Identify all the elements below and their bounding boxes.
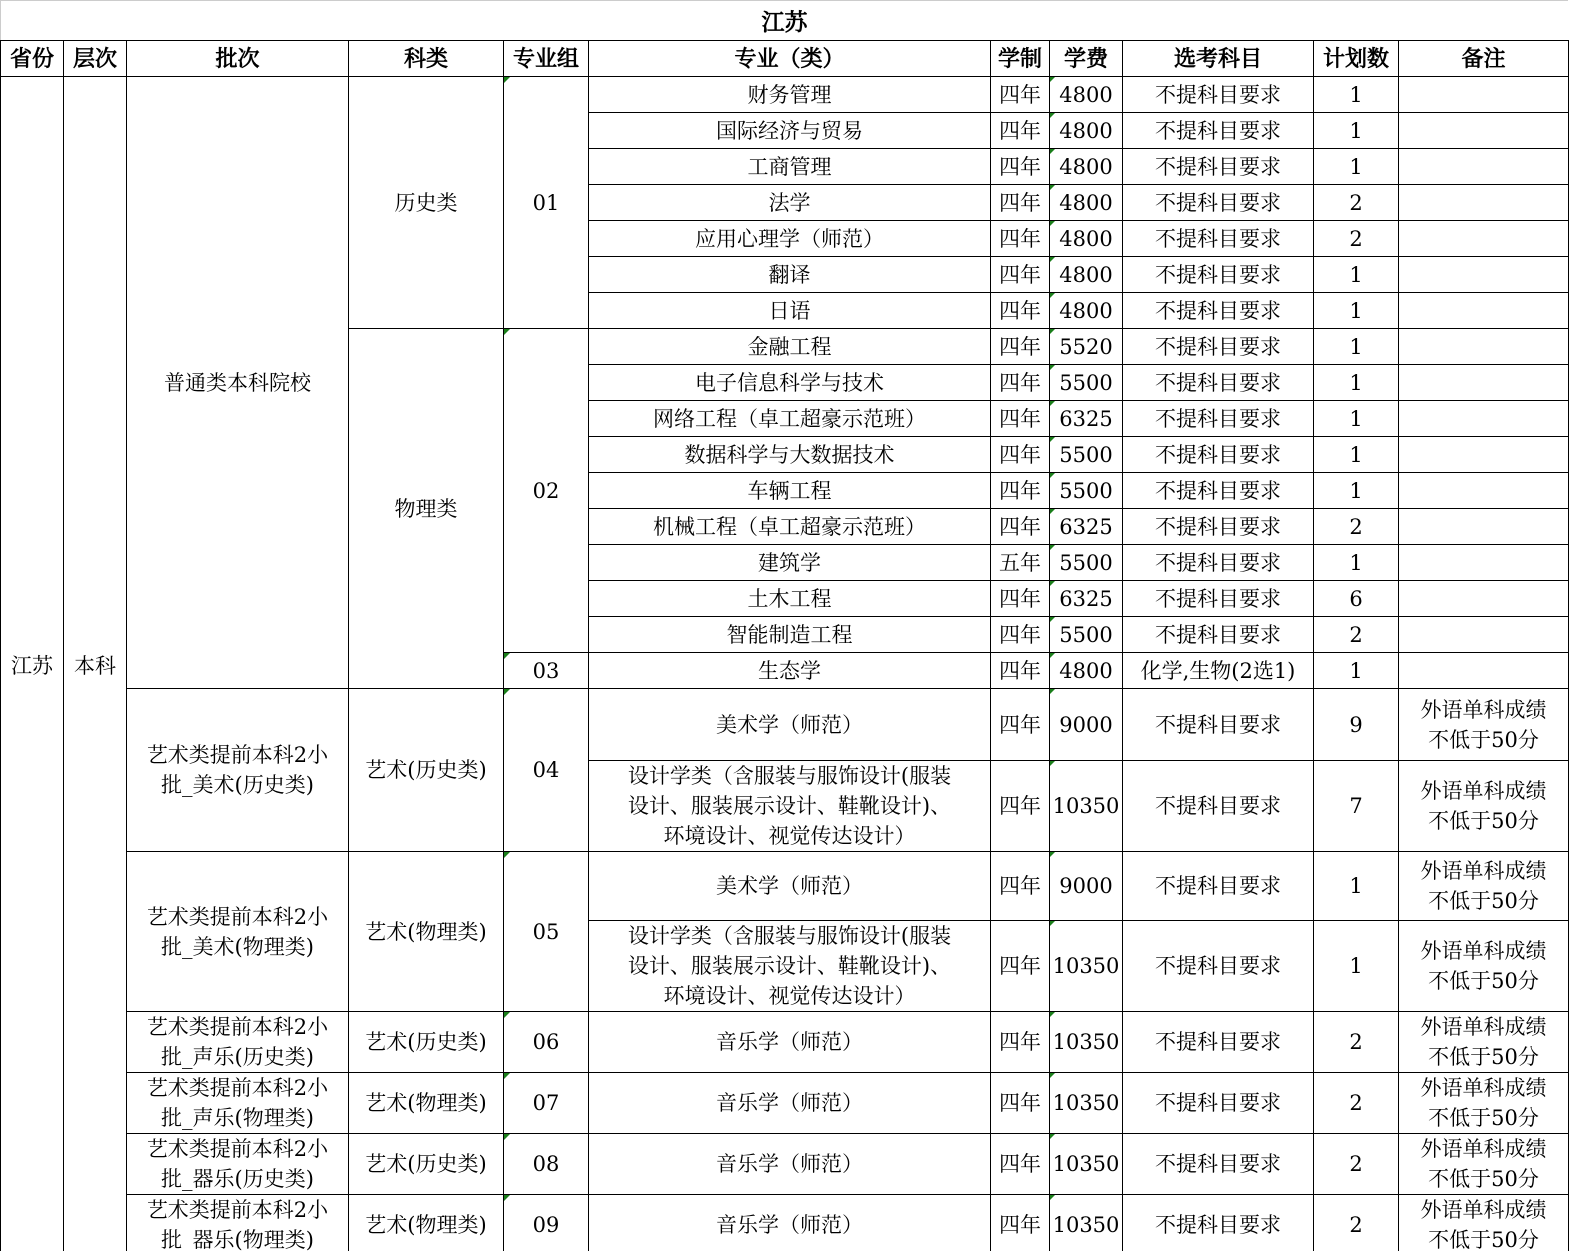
table-row <box>1 689 1569 761</box>
years-cell: 四年 <box>991 401 1050 437</box>
major-cell: 设计学类（含服装与服饰设计(服装 设计、服装展示设计、鞋靴设计)、 环境设计、视觉传达设计） <box>589 921 991 1012</box>
batch-cell: 艺术类提前本科2小 批_器乐(历史类) <box>127 1134 349 1195</box>
group-code-cell: 07 <box>504 1073 589 1134</box>
requirement-cell: 化学,生物(2选1) <box>1123 653 1314 689</box>
plan-cell: 1 <box>1314 113 1399 149</box>
years-cell: 四年 <box>991 1073 1050 1134</box>
note-cell <box>1399 473 1569 509</box>
major-cell: 智能制造工程 <box>589 617 991 653</box>
note-cell <box>1399 221 1569 257</box>
years-cell: 四年 <box>991 437 1050 473</box>
fee-cell: 4800 <box>1050 113 1123 149</box>
requirement-cell: 不提科目要求 <box>1123 1134 1314 1195</box>
note-cell: 外语单科成绩 不低于50分 <box>1399 1073 1569 1134</box>
major-cell: 机械工程（卓工超豪示范班） <box>589 509 991 545</box>
plan-cell: 7 <box>1314 761 1399 852</box>
header-batch: 批次 <box>127 41 349 77</box>
note-cell <box>1399 617 1569 653</box>
years-cell: 四年 <box>991 113 1050 149</box>
years-cell: 四年 <box>991 365 1050 401</box>
note-cell <box>1399 401 1569 437</box>
level-cell: 本科 <box>64 77 127 1251</box>
years-cell: 四年 <box>991 329 1050 365</box>
fee-cell: 4800 <box>1050 221 1123 257</box>
major-cell: 美术学（师范） <box>589 689 991 761</box>
subject-cell: 艺术(历史类) <box>349 689 504 852</box>
plan-cell: 1 <box>1314 545 1399 581</box>
note-cell <box>1399 77 1569 113</box>
major-cell: 日语 <box>589 293 991 329</box>
plan-cell: 1 <box>1314 77 1399 113</box>
header-years: 学制 <box>991 41 1050 77</box>
major-cell: 法学 <box>589 185 991 221</box>
years-cell: 四年 <box>991 852 1050 921</box>
table-row <box>1 852 1569 921</box>
fee-cell: 9000 <box>1050 689 1123 761</box>
major-cell: 音乐学（师范） <box>589 1134 991 1195</box>
subject-cell: 历史类 <box>349 77 504 329</box>
fee-cell: 4800 <box>1050 149 1123 185</box>
plan-cell: 2 <box>1314 617 1399 653</box>
plan-cell: 1 <box>1314 293 1399 329</box>
requirement-cell: 不提科目要求 <box>1123 581 1314 617</box>
batch-cell: 艺术类提前本科2小 批_美术(物理类) <box>127 852 349 1012</box>
requirement-cell: 不提科目要求 <box>1123 401 1314 437</box>
major-cell: 音乐学（师范） <box>589 1073 991 1134</box>
years-cell: 四年 <box>991 617 1050 653</box>
group-code-cell: 02 <box>504 329 589 653</box>
plan-cell: 1 <box>1314 437 1399 473</box>
note-cell <box>1399 293 1569 329</box>
major-cell: 音乐学（师范） <box>589 1195 991 1251</box>
fee-cell: 6325 <box>1050 581 1123 617</box>
enrollment-plan-table <box>0 40 1569 1251</box>
requirement-cell: 不提科目要求 <box>1123 149 1314 185</box>
plan-cell: 2 <box>1314 1012 1399 1073</box>
requirement-cell: 不提科目要求 <box>1123 1195 1314 1251</box>
header-note: 备注 <box>1399 41 1569 77</box>
subject-cell: 艺术(物理类) <box>349 1073 504 1134</box>
requirement-cell: 不提科目要求 <box>1123 221 1314 257</box>
batch-cell: 普通类本科院校 <box>127 77 349 689</box>
fee-cell: 6325 <box>1050 509 1123 545</box>
fee-cell: 6325 <box>1050 401 1123 437</box>
fee-cell: 4800 <box>1050 653 1123 689</box>
batch-cell: 艺术类提前本科2小 批_声乐(历史类) <box>127 1012 349 1073</box>
group-code-cell: 04 <box>504 689 589 852</box>
note-cell <box>1399 113 1569 149</box>
table-row <box>1 1073 1569 1134</box>
subject-cell: 艺术(历史类) <box>349 1012 504 1073</box>
plan-cell: 2 <box>1314 1073 1399 1134</box>
requirement-cell: 不提科目要求 <box>1123 185 1314 221</box>
batch-cell: 艺术类提前本科2小 批_美术(历史类) <box>127 689 349 852</box>
table-row <box>1 1134 1569 1195</box>
note-cell <box>1399 653 1569 689</box>
batch-cell: 艺术类提前本科2小 批_器乐(物理类) <box>127 1195 349 1251</box>
requirement-cell: 不提科目要求 <box>1123 113 1314 149</box>
header-province: 省份 <box>1 41 64 77</box>
requirement-cell: 不提科目要求 <box>1123 293 1314 329</box>
subject-cell: 艺术(历史类) <box>349 1134 504 1195</box>
note-cell: 外语单科成绩 不低于50分 <box>1399 1195 1569 1251</box>
header-subject: 科类 <box>349 41 504 77</box>
note-cell <box>1399 365 1569 401</box>
subject-cell: 艺术(物理类) <box>349 1195 504 1251</box>
years-cell: 四年 <box>991 653 1050 689</box>
note-cell: 外语单科成绩 不低于50分 <box>1399 852 1569 921</box>
note-cell <box>1399 149 1569 185</box>
fee-cell: 10350 <box>1050 761 1123 852</box>
major-cell: 美术学（师范） <box>589 852 991 921</box>
note-cell: 外语单科成绩 不低于50分 <box>1399 1012 1569 1073</box>
years-cell: 四年 <box>991 1012 1050 1073</box>
fee-cell: 9000 <box>1050 852 1123 921</box>
group-code-cell: 03 <box>504 653 589 689</box>
years-cell: 四年 <box>991 1195 1050 1251</box>
major-cell: 应用心理学（师范） <box>589 221 991 257</box>
requirement-cell: 不提科目要求 <box>1123 473 1314 509</box>
major-cell: 翻译 <box>589 257 991 293</box>
major-cell: 数据科学与大数据技术 <box>589 437 991 473</box>
plan-cell: 1 <box>1314 852 1399 921</box>
table-row <box>1 1012 1569 1073</box>
requirement-cell: 不提科目要求 <box>1123 761 1314 852</box>
note-cell: 外语单科成绩 不低于50分 <box>1399 921 1569 1012</box>
plan-cell: 2 <box>1314 509 1399 545</box>
plan-cell: 2 <box>1314 221 1399 257</box>
group-code-cell: 01 <box>504 77 589 329</box>
group-code-cell: 05 <box>504 852 589 1012</box>
fee-cell: 5500 <box>1050 473 1123 509</box>
table-row <box>1 1195 1569 1251</box>
major-cell: 车辆工程 <box>589 473 991 509</box>
major-cell: 国际经济与贸易 <box>589 113 991 149</box>
note-cell: 外语单科成绩 不低于50分 <box>1399 1134 1569 1195</box>
group-code-cell: 08 <box>504 1134 589 1195</box>
requirement-cell: 不提科目要求 <box>1123 437 1314 473</box>
note-cell <box>1399 581 1569 617</box>
major-cell: 建筑学 <box>589 545 991 581</box>
fee-cell: 10350 <box>1050 921 1123 1012</box>
plan-cell: 2 <box>1314 1134 1399 1195</box>
group-code-cell: 06 <box>504 1012 589 1073</box>
fee-cell: 10350 <box>1050 1012 1123 1073</box>
requirement-cell: 不提科目要求 <box>1123 921 1314 1012</box>
years-cell: 四年 <box>991 221 1050 257</box>
years-cell: 四年 <box>991 473 1050 509</box>
fee-cell: 10350 <box>1050 1073 1123 1134</box>
major-cell: 音乐学（师范） <box>589 1012 991 1073</box>
header-requirement: 选考科目 <box>1123 41 1314 77</box>
major-cell: 土木工程 <box>589 581 991 617</box>
major-cell: 财务管理 <box>589 77 991 113</box>
requirement-cell: 不提科目要求 <box>1123 617 1314 653</box>
note-cell: 外语单科成绩 不低于50分 <box>1399 761 1569 852</box>
plan-cell: 1 <box>1314 257 1399 293</box>
plan-cell: 1 <box>1314 921 1399 1012</box>
requirement-cell: 不提科目要求 <box>1123 852 1314 921</box>
fee-cell: 4800 <box>1050 257 1123 293</box>
major-cell: 电子信息科学与技术 <box>589 365 991 401</box>
requirement-cell: 不提科目要求 <box>1123 77 1314 113</box>
fee-cell: 5500 <box>1050 617 1123 653</box>
subject-cell: 艺术(物理类) <box>349 852 504 1012</box>
note-cell <box>1399 545 1569 581</box>
plan-cell: 9 <box>1314 689 1399 761</box>
table-row <box>1 77 1569 113</box>
note-cell: 外语单科成绩 不低于50分 <box>1399 689 1569 761</box>
fee-cell: 5500 <box>1050 437 1123 473</box>
requirement-cell: 不提科目要求 <box>1123 1012 1314 1073</box>
fee-cell: 5500 <box>1050 545 1123 581</box>
years-cell: 四年 <box>991 293 1050 329</box>
header-major: 专业（类） <box>589 41 991 77</box>
note-cell <box>1399 329 1569 365</box>
note-cell <box>1399 185 1569 221</box>
years-cell: 四年 <box>991 761 1050 852</box>
plan-cell: 2 <box>1314 185 1399 221</box>
header-group: 专业组 <box>504 41 589 77</box>
years-cell: 五年 <box>991 545 1050 581</box>
header-plan: 计划数 <box>1314 41 1399 77</box>
years-cell: 四年 <box>991 689 1050 761</box>
plan-cell: 1 <box>1314 329 1399 365</box>
header-fee: 学费 <box>1050 41 1123 77</box>
major-cell: 生态学 <box>589 653 991 689</box>
years-cell: 四年 <box>991 921 1050 1012</box>
fee-cell: 10350 <box>1050 1134 1123 1195</box>
requirement-cell: 不提科目要求 <box>1123 365 1314 401</box>
plan-cell: 6 <box>1314 581 1399 617</box>
plan-cell: 1 <box>1314 401 1399 437</box>
requirement-cell: 不提科目要求 <box>1123 689 1314 761</box>
header-level: 层次 <box>64 41 127 77</box>
years-cell: 四年 <box>991 509 1050 545</box>
years-cell: 四年 <box>991 149 1050 185</box>
fee-cell: 10350 <box>1050 1195 1123 1251</box>
requirement-cell: 不提科目要求 <box>1123 257 1314 293</box>
major-cell: 设计学类（含服装与服饰设计(服装 设计、服装展示设计、鞋靴设计)、 环境设计、视觉传达设计） <box>589 761 991 852</box>
major-cell: 网络工程（卓工超豪示范班） <box>589 401 991 437</box>
plan-cell: 1 <box>1314 149 1399 185</box>
fee-cell: 5520 <box>1050 329 1123 365</box>
note-cell <box>1399 257 1569 293</box>
plan-cell: 1 <box>1314 473 1399 509</box>
fee-cell: 4800 <box>1050 293 1123 329</box>
years-cell: 四年 <box>991 1134 1050 1195</box>
fee-cell: 5500 <box>1050 365 1123 401</box>
note-cell <box>1399 509 1569 545</box>
requirement-cell: 不提科目要求 <box>1123 329 1314 365</box>
years-cell: 四年 <box>991 581 1050 617</box>
group-code-cell: 09 <box>504 1195 589 1251</box>
years-cell: 四年 <box>991 257 1050 293</box>
sheet-title: 江苏 <box>0 0 1568 41</box>
fee-cell: 4800 <box>1050 185 1123 221</box>
note-cell <box>1399 437 1569 473</box>
plan-cell: 2 <box>1314 1195 1399 1251</box>
batch-cell: 艺术类提前本科2小 批_声乐(物理类) <box>127 1073 349 1134</box>
years-cell: 四年 <box>991 77 1050 113</box>
requirement-cell: 不提科目要求 <box>1123 1073 1314 1134</box>
major-cell: 金融工程 <box>589 329 991 365</box>
requirement-cell: 不提科目要求 <box>1123 545 1314 581</box>
plan-cell: 1 <box>1314 365 1399 401</box>
province-cell: 江苏 <box>1 77 64 1251</box>
major-cell: 工商管理 <box>589 149 991 185</box>
plan-cell: 1 <box>1314 653 1399 689</box>
header-row <box>1 41 1569 77</box>
fee-cell: 4800 <box>1050 77 1123 113</box>
years-cell: 四年 <box>991 185 1050 221</box>
requirement-cell: 不提科目要求 <box>1123 509 1314 545</box>
subject-cell: 物理类 <box>349 329 504 689</box>
